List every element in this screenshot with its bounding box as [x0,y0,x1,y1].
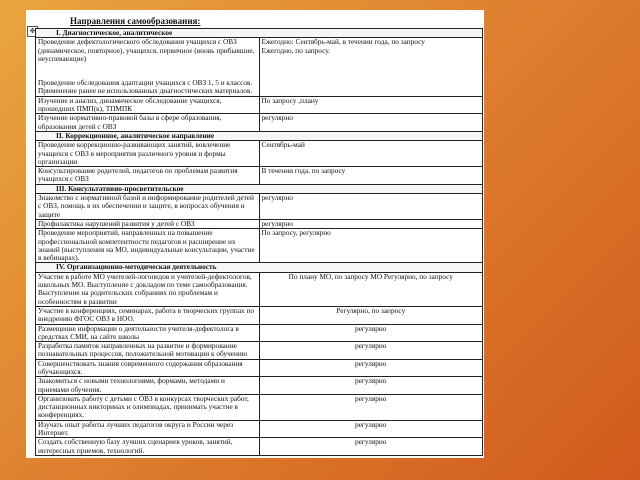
table-row [36,96,483,114]
period-cell [259,272,483,306]
section-heading: II. Коррекционное, аналитическое направление [36,131,483,140]
task-text: Размещение информации о деятельности учителя-дефектолога в средствах СМИ, на сайте школы [38,324,239,341]
period-text: регулярно [355,394,387,403]
period-text: Регулярно, по запросу [336,306,406,315]
task-text: Знакомство с нормативной базой и информирование родителей детей с ОВЗ, помощь в их обеспечении и защите, в вопросах обучения и защите [38,193,254,219]
table-row [36,342,483,360]
period-text: По запросу, регулярно [261,228,331,238]
period-cell [259,114,483,132]
period-cell [259,194,483,220]
period-text: регулярно [355,376,387,386]
table-row [36,394,483,420]
document-title: Направления самообразования: [70,16,201,26]
period-text: регулярно [261,193,293,203]
task-text: Знакомиться с новыми технологиями, формами, методами и приемами обучения. [38,376,225,394]
period-text: регулярно [355,437,387,447]
task-cell [36,194,260,220]
period-cell [259,38,483,96]
period-cell [259,342,483,360]
task-text: Участие в конференциях, семинарах, работа в творческих группах по внедрению ФГОС ОВЗ в НОО. [38,306,255,324]
period-cell [259,306,483,324]
table-row [36,438,483,456]
table-row [36,38,483,96]
table-row [36,141,483,167]
period-cell [259,219,483,228]
task-text: Организовать работу с детьми с ОВЗ в конкурсах творческих работ, дистанционных викторинах и олимпиадах, принимать участие в конференциях. [38,394,249,420]
period-cell [259,324,483,342]
table-move-handle-icon[interactable]: ✥ [27,26,38,37]
task-cell [36,306,260,324]
task-text: Проведение коррекционно-развивающих занятий, вовлечение учащихся с ОВЗ в мероприятия различного уровня и формы организации [38,140,231,166]
period-text: регулярно [261,113,293,123]
task-cell [36,438,260,456]
period-cell [259,394,483,420]
task-text: Разработка памяток направленных на развитие и формирование познавательных процессов, положительной мотивации к обучению [38,341,248,359]
task-cell [36,38,260,96]
table-row [36,306,483,324]
table-row [36,359,483,377]
section-heading-row [36,29,483,38]
period-cell [259,167,483,185]
section-heading-row [36,131,483,140]
table-row [36,420,483,438]
document-page [26,10,484,458]
section-heading-row [36,184,483,193]
table-row [36,114,483,132]
task-text: Создать собственную базу лучших сценариев уроков, занятий, интересных приемов, технологий. [38,437,233,455]
task-cell [36,272,260,306]
table-row [36,324,483,342]
period-cell [259,359,483,377]
task-text: Проведение дефектологического обследования учащихся с ОВЗ (динамическое, повторное), учащихся, первичное (вновь прибывшие, неуспевающие) [38,37,255,63]
section-heading: IV. Организационно-методическая деятельность [36,263,483,272]
task-cell [36,420,260,438]
task-cell [36,377,260,395]
table-row [36,377,483,395]
task-text: Проведение мероприятий, направленных на повышение профессиональной компетентности педагогов и расширение их знаний (выступления на МО, индивидуальные консультации, участие в вебинарах). [38,228,255,263]
period-text: регулярно [261,219,293,228]
table-row [36,272,483,306]
task-text: Консультирование родителей, педагогов по проблемам развития учащихся с ОВЗ [38,166,238,184]
period-text: В течении года, по запросу [261,166,346,176]
task-cell [36,114,260,132]
task-text: Совершенствовать знания современного содержания образования обучающихся. [38,359,243,376]
task-cell [36,141,260,167]
period-cell [259,229,483,263]
period-cell [259,420,483,438]
period-text: регулярно [355,359,387,368]
task-cell [36,359,260,377]
task-text: Изучать опыт работы лучших педагогов округа и России через Интернет. [38,420,234,438]
period-text: регулярно [355,324,387,333]
task-text: Профилактика нарушений развития у детей с ОВЗ [38,219,195,228]
task-text: Участие в работе МО учителей-логопедов и учителей-дефектологов, школьных МО. Выступление с докладом по теме самообразования. Выступление на родительских собраниях по проблемам и особенностям в развитии [38,272,252,306]
self-education-table [35,28,483,456]
task-text: Изучение и анализ, динамическое обследование учащихся, прошедших ПМП(к), ТПМПК [38,96,222,114]
task-extra-text: Проведение обследования адаптации учащихся с ОВЗ 1, 5 и классов. Применение ранее не использованных диагностических материалов. [38,78,253,96]
table-row [36,219,483,228]
period-text: регулярно [355,341,387,351]
period-cell [259,96,483,114]
task-cell [36,342,260,360]
section-heading-row [36,263,483,272]
period-extra-text: Ежегодно, по запросу. [261,45,330,55]
section-heading: I. Диагностическое, аналитическое [36,29,483,38]
period-cell [259,438,483,456]
task-cell [36,167,260,185]
period-text: Ежегодно: Сентябрь-май, в течении года, по запросу [261,37,425,47]
task-cell [36,394,260,420]
table-row [36,229,483,263]
task-cell [36,324,260,342]
period-text: Сентябрь-май [261,140,305,150]
period-text: регулярно [355,420,387,429]
task-text: Изучение нормативно-правовой базы в сфере образования, образования детей с ОВЗ [38,113,222,131]
task-cell [36,96,260,114]
section-heading: III. Консультативно-просветительское [36,184,483,193]
table-row [36,167,483,185]
period-text: По запросу ,плану [261,96,319,105]
period-cell [259,377,483,395]
period-text: По плану МО, по запросу МО Регулярно, по запросу [288,272,453,281]
table-row [36,194,483,220]
task-cell [36,219,260,228]
period-cell [259,141,483,167]
task-cell [36,229,260,263]
